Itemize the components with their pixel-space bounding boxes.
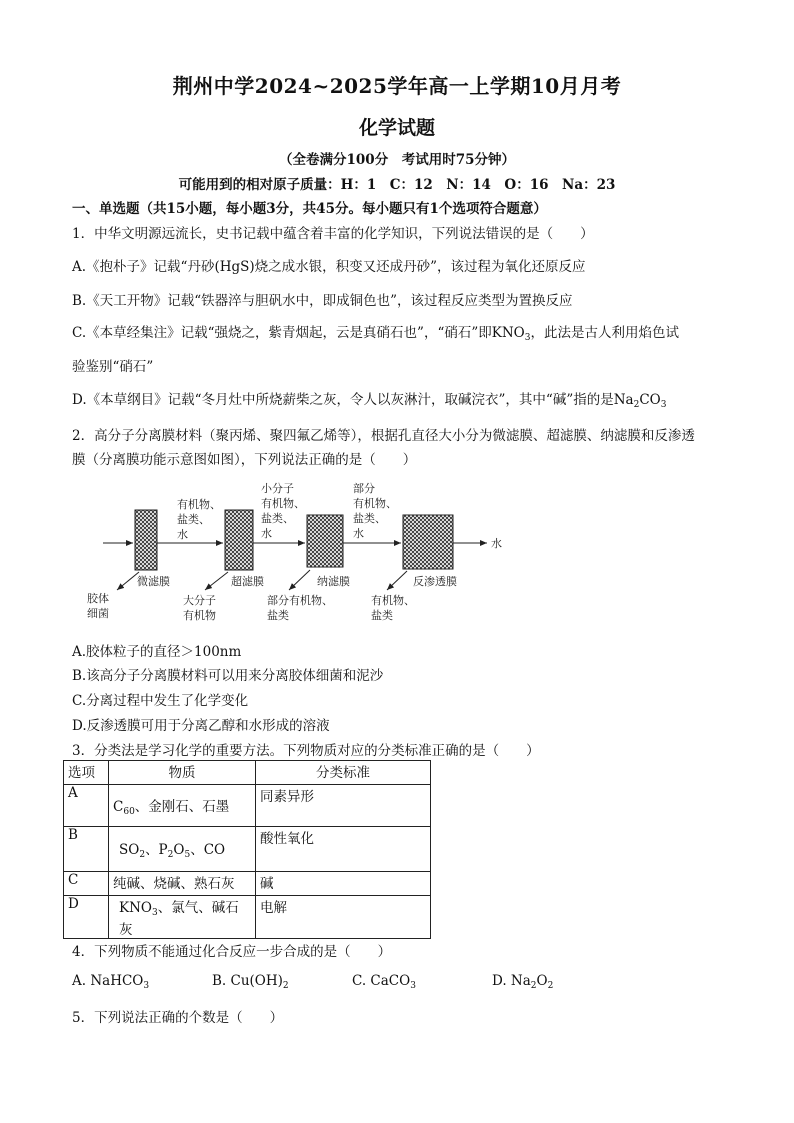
q4-d-text: D. Na [492, 973, 531, 989]
above1-l2: 水 [177, 528, 188, 541]
table-row [64, 827, 431, 872]
below2-l0: 大分子 [183, 594, 216, 607]
above1-l0: 有机物、 [177, 498, 221, 511]
above3-l2: 盐类、 [353, 512, 386, 525]
out-label: 水 [491, 537, 502, 550]
row-b-option: B [64, 827, 109, 872]
classification-table [63, 760, 431, 939]
row-c-option: C [64, 872, 109, 896]
above2-l2: 盐类、 [261, 512, 294, 525]
below3-l1: 盐类 [267, 609, 289, 622]
row-b-p1: SO [119, 842, 140, 858]
table-header-row [64, 761, 431, 785]
below4-l0: 有机物、 [371, 594, 415, 607]
above2-l3: 水 [261, 527, 272, 540]
row-a-option: A [64, 785, 109, 827]
row-a-sub: 60 [123, 806, 135, 817]
membrane-ultra [225, 510, 253, 570]
above2-l0: 小分子 [261, 482, 294, 495]
row-b-p2: 、P [145, 842, 168, 858]
row-d-standard: 电解 [256, 896, 431, 939]
row-c-standard: 碱 [256, 872, 431, 896]
q1-option-c-line2: 验鉴别“硝石” [72, 359, 154, 375]
row-a-substance [109, 785, 256, 827]
q4-option-b [212, 973, 289, 991]
th-standard: 分类标准 [256, 761, 431, 785]
row-a-s2: 、金刚石、石墨 [134, 798, 230, 815]
exam-title: 荆州中学2024~2025学年高一上学期10月月考 [172, 74, 622, 98]
reject-arrow-3 [289, 570, 310, 590]
above3-l0: 部分 [353, 482, 375, 495]
row-d-substance [109, 896, 256, 939]
reject-arrow-4 [387, 571, 407, 590]
q4-d-sub2: 2 [547, 981, 554, 991]
membrane-name-2: 纳滤膜 [317, 575, 350, 588]
membrane-name-3: 反渗透膜 [413, 575, 457, 588]
q1-option-b: B.《天工开物》记载“铁器淬与胆矾水中，即成铜色也”，该过程反应类型为置换反应 [72, 293, 573, 309]
row-d-s1: KNO [119, 900, 152, 916]
th-substance: 物质 [109, 761, 256, 785]
q4-option-d [492, 973, 553, 991]
membrane-ro [403, 515, 453, 569]
q1-d-text: D.《本草纲目》记载“冬月灶中所烧薪柴之灰，令人以灰淋汁，取碱浣衣”，其中“碱”指的是Na [72, 392, 634, 408]
q1-stem: 1．中华文明源远流长，史书记载中蕴含着丰富的化学知识，下列说法错误的是（ ） [72, 226, 594, 242]
q4-d-mid: O [536, 973, 548, 989]
q1-c-sub: 3 [524, 333, 531, 343]
below4-l1: 盐类 [371, 609, 393, 622]
q1-c-text: C.《本草经集注》记载“强烧之，紫青烟起，云是真硝石也”，“硝石”即KNO [72, 325, 525, 341]
row-d-s2: 、氯气、碱石灰 [119, 900, 239, 938]
membrane-nano [307, 515, 343, 567]
q4-c-sub: 3 [410, 981, 416, 991]
th-option: 选项 [64, 761, 109, 785]
exam-info: （全卷满分100分 考试用时75分钟） [279, 152, 515, 168]
q2-option-b: B.该高分子分离膜材料可以用来分离胶体细菌和泥沙 [72, 668, 384, 684]
row-c-substance: 纯碱、烧碱、熟石灰 [109, 872, 256, 896]
q4-stem: 4．下列物质不能通过化合反应一步合成的是（ ） [72, 944, 392, 960]
table-row [64, 872, 431, 896]
row-b-p4: 、CO [190, 842, 226, 858]
q4-a-sub: 3 [143, 981, 150, 991]
row-b-p3: O [173, 842, 185, 858]
membrane-diagram [87, 478, 525, 628]
q1-option-c [72, 321, 679, 343]
row-b-s3: 5 [184, 850, 191, 860]
q4-option-c [352, 973, 416, 991]
q1-d-sub1: 2 [633, 400, 640, 410]
exam-subtitle: 化学试题 [358, 117, 435, 139]
below2-l1: 有机物 [183, 609, 216, 622]
q1-d-mid: CO [639, 392, 661, 408]
above3-l1: 有机物、 [353, 497, 397, 510]
above1-l1: 盐类、 [177, 513, 210, 526]
membrane-name-1: 超滤膜 [231, 575, 264, 588]
q2-option-d: D.反渗透膜可用于分离乙醇和水形成的溶液 [72, 718, 330, 734]
q2-option-c: C.分离过程中发生了化学变化 [72, 693, 249, 709]
q2-option-a: A.胶体粒子的直径＞100nm [72, 644, 242, 660]
row-b-s1: 2 [139, 850, 146, 860]
row-a-standard: 同素异形 [256, 785, 431, 827]
q1-d-sub2: 3 [660, 400, 667, 410]
q5-stem: 5．下列说法正确的个数是（ ） [72, 1010, 284, 1026]
row-d-option: D [64, 896, 109, 939]
q2-stem-line2: 膜（分离膜功能示意图如图），下列说法正确的是（ ） [72, 452, 417, 468]
reject-arrow-2 [205, 572, 228, 590]
row-a-s1: C [113, 798, 124, 815]
row-b-substance [109, 827, 256, 872]
above2-l1: 有机物、 [261, 497, 305, 510]
below1-l1: 细菌 [87, 607, 109, 620]
above3-l3: 水 [353, 527, 364, 540]
section-heading: 一、单选题（共15小题，每小题3分，共45分。每小题只有1个选项符合题意） [72, 201, 547, 217]
row-b-standard: 酸性氧化 [256, 827, 431, 872]
q4-option-a [72, 973, 149, 991]
q2-stem-line1: 2．高分子分离膜材料（聚丙烯、聚四氟乙烯等），根据孔直径大小分为微滤膜、超滤膜、纳滤膜和反渗透 [72, 428, 695, 444]
row-b-s2: 2 [167, 850, 174, 860]
below1-l0: 胶体 [87, 592, 109, 605]
q4-d-sub1: 2 [530, 981, 537, 991]
q4-a-text: A. NaHCO [72, 973, 144, 989]
row-d-sub: 3 [151, 908, 158, 918]
q4-c-text: C. CaCO [352, 973, 411, 989]
q1-c-post: ，此法是古人利用焰色试 [530, 325, 679, 341]
table-row [64, 896, 431, 939]
q4-b-sub: 2 [282, 981, 289, 991]
membrane-micro [135, 510, 157, 570]
below3-l0: 部分有机物、 [267, 594, 333, 607]
q4-b-text: B. Cu(OH) [212, 973, 283, 989]
membrane-name-0: 微滤膜 [137, 575, 170, 588]
atomic-masses: 可能用到的相对原子质量：H：1 C：12 N：14 O：16 Na：23 [178, 177, 616, 193]
reject-arrow-1 [117, 572, 139, 590]
table-row [64, 785, 431, 827]
q1-option-d [72, 388, 666, 410]
q3-stem: 3．分类法是学习化学的重要方法。下列物质对应的分类标准正确的是（ ） [72, 743, 540, 759]
q1-option-a: A.《抱朴子》记载“丹砂(HgS)烧之成水银，积变又还成丹砂”，该过程为氧化还原反应 [72, 259, 586, 275]
